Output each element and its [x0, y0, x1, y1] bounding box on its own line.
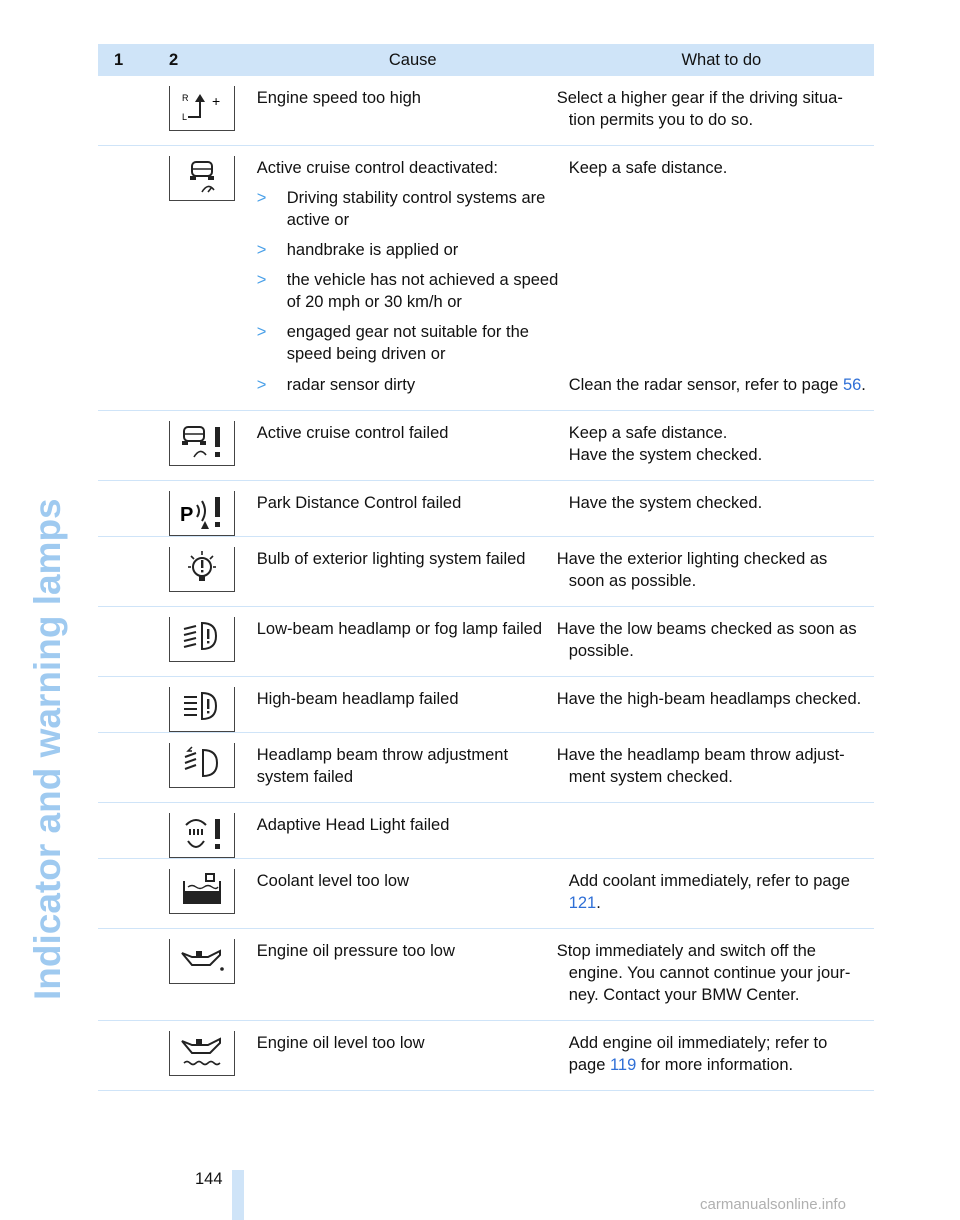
table-row [98, 733, 874, 803]
svg-text:L: L [181, 112, 187, 122]
header-cause: Cause [257, 44, 569, 76]
page-link[interactable]: 56 [842, 376, 862, 394]
cause-text: Engine speed too high [257, 76, 569, 146]
list-item: > Driving stability control systems are active or [256, 189, 546, 229]
todo-text: Select a higher gear if the driving situa-tion permits you to do so. [569, 76, 874, 146]
todo-text: Have the high-beam headlamps checked. [569, 677, 874, 733]
table-row [98, 677, 874, 733]
footer-watermark: carmanualsonline.info [700, 1196, 846, 1213]
table-row [98, 365, 874, 411]
todo-text: Keep a safe distance. Have the system checked. [569, 411, 874, 481]
table-row [98, 1021, 874, 1091]
list-item: > the vehicle has not achieved a speed of 20 mph or 30 km/h or [256, 271, 559, 311]
table-row [98, 146, 874, 366]
todo-text: Add coolant immediately, refer to page 121. [569, 859, 874, 929]
coolant-level-icon [169, 869, 235, 914]
page-accent-bar [232, 1170, 244, 1220]
todo-text: Add engine oil immediately; refer to page 119 for more information. [569, 1021, 874, 1091]
svg-text:R: R [181, 93, 189, 103]
indicator-table [98, 44, 874, 1091]
bullet-arrow-icon: > [256, 189, 267, 207]
cause-text: Low-beam headlamp or fog lamp failed [257, 607, 569, 677]
cause-text: Adaptive Head Light failed [257, 803, 569, 859]
table-row [98, 537, 874, 607]
todo-text: Stop immediately and switch off the engine. You cannot continue your jour-ney. Contact your BMW Center. [569, 929, 874, 1021]
adaptive-headlight-icon [169, 813, 235, 858]
list-item: > radar sensor dirty [256, 376, 416, 394]
bullet-arrow-icon: > [256, 323, 267, 341]
bullet-arrow-icon: > [256, 271, 267, 289]
todo-text: Keep a safe distance. [568, 159, 728, 177]
cause-text: High-beam headlamp failed [257, 677, 569, 733]
table-row [98, 481, 874, 537]
list-item: > handbrake is applied or [256, 241, 459, 259]
svg-text:P: P [179, 504, 194, 526]
headlamp-range-icon [169, 743, 235, 788]
cause-text: Engine oil pressure too low [257, 929, 569, 1021]
page-link[interactable]: 121 [568, 894, 597, 912]
page-number: 144 [195, 1170, 223, 1188]
header-col-1: 1 [98, 44, 153, 76]
todo-text: Clean the radar sensor, refer to page 56. [569, 365, 874, 411]
todo-text: Have the headlamp beam throw adjust-ment system checked. [569, 733, 874, 803]
todo-text: Have the system checked. [569, 481, 874, 537]
table-row [98, 929, 874, 1021]
list-item: > engaged gear not suitable for the speed being driven or [256, 323, 529, 363]
chapter-side-title: Indicator and warning lamps [27, 498, 68, 1000]
table-row [98, 411, 874, 481]
header-col-2: 2 [153, 44, 257, 76]
svg-text:+: + [211, 93, 221, 109]
todo-text: Have the exterior lighting checked as soon as possible. [569, 537, 874, 607]
park-distance-control-icon [169, 491, 235, 536]
cause-text: Park Distance Control failed [257, 481, 569, 537]
todo-text [569, 803, 874, 859]
cruise-control-car-icon [169, 156, 235, 201]
table-row [98, 859, 874, 929]
cruise-control-failed-icon [169, 421, 235, 466]
cause-text: Active cruise control deactivated: [256, 159, 498, 177]
high-beam-failure-icon [169, 687, 235, 732]
shift-up-arrow-icon [169, 86, 235, 131]
table-header-row [98, 44, 874, 76]
cause-text: Engine oil level too low [257, 1021, 569, 1091]
cause-text: Coolant level too low [257, 859, 569, 929]
low-beam-failure-icon [169, 617, 235, 662]
todo-text: Have the low beams checked as soon as possible. [569, 607, 874, 677]
cause-text: Headlamp beam throw adjustment system failed [257, 733, 569, 803]
bulb-failure-icon [169, 547, 235, 592]
table-row [98, 76, 874, 146]
bullet-arrow-icon: > [256, 241, 267, 259]
table-row [98, 803, 874, 859]
cause-text: Active cruise control failed [257, 411, 569, 481]
table-row [98, 607, 874, 677]
oil-level-icon [169, 1031, 235, 1076]
cause-bullet-list [257, 187, 563, 365]
oil-pressure-icon [169, 939, 235, 984]
bullet-arrow-icon: > [256, 376, 267, 394]
header-what-to-do: What to do [569, 44, 874, 76]
cause-text: Bulb of exterior lighting system failed [257, 537, 569, 607]
page-link[interactable]: 119 [609, 1056, 637, 1074]
